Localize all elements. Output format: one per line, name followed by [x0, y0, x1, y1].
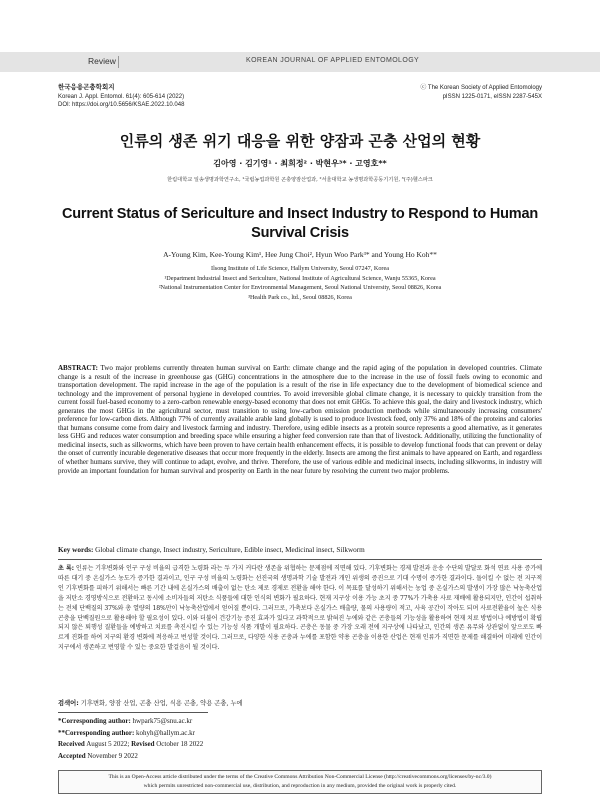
korean-authors: 김아영 · 김기영¹ · 최희정² · 박현우³* · 고영호**: [213, 159, 387, 168]
footnote-divider: [58, 712, 208, 713]
corresponding-author-1: [58, 716, 542, 728]
corr1-label: *Corresponding author:: [58, 717, 131, 725]
correspondence-block: [58, 716, 542, 762]
dates-line: [58, 739, 542, 751]
accepted-line: [58, 751, 542, 763]
keywords-text: Global climate change, Insect industry, Sericulture, Edible insect, Medicinal insect, Silkworm: [95, 546, 365, 554]
korean-title: 인류의 생존 위기 대응을 위한 양잠과 곤충 산업의 현황: [119, 132, 481, 150]
corr2-email[interactable]: kohyh@hallym.ac.kr: [136, 728, 195, 737]
citation: Korean J. Appl. Entomol. 61(4): 605-614 (2022): [58, 93, 185, 100]
english-affiliations: [0, 264, 600, 302]
license-line-1: This is an Open-Access article distributed under the terms of the Creative Commons Attribution Non-Commercial License (http://creativecommons.org/licenses/by-nc/3.0): [108, 774, 492, 780]
affiliation-line: Ilsong Institute of Life Science, Hallym University, Seoul 07247, Korea: [211, 265, 389, 272]
accepted-date: November 9 2022: [87, 751, 138, 760]
revised-date: October 18 2022: [156, 740, 204, 748]
section-label: Review: [88, 56, 116, 66]
affiliation-line: ²National Instrumentation Center for Environmental Management, Seoul National University, Seoul 08826, Korea: [158, 284, 442, 292]
english-keywords: [58, 546, 542, 554]
header-divider: [118, 56, 119, 68]
citation-block: [58, 84, 184, 110]
journal-name: KOREAN JOURNAL OF APPLIED ENTOMOLOGY: [246, 57, 420, 64]
english-abstract: [58, 364, 542, 475]
doi-link[interactable]: DOI: https://doi.org/10.5656/KSAE.2022.10.048: [58, 102, 185, 108]
keywords-label: Key words:: [58, 546, 94, 554]
corr2-label: **Corresponding author:: [58, 728, 135, 737]
copyright-block: [420, 84, 542, 101]
copyright: ⓒ The Korean Society of Applied Entomology: [420, 85, 542, 91]
korean-abstract: [58, 564, 542, 653]
abstract-text: Two major problems currently threaten human survival on Earth: climate change and the rapid aging of the population in developed countries. Climate change is a result of the increase in greenhouse gas (GHG) concentrations in the atmosphere due to the increase in the use of fossil fuels owing to economic and transportation development. The rapid increase in the age of the population is a result of the rise in life expectancy due to the development of biomedical science and technology and the improvement of personal hygiene in developed countries. To avoid irreversible global climate change, it is necessary to quickly transition from the current fossil fuel-based economy to a zero-carbon renewable energy-based economy that does not emit GHGs. To achieve this goal, the dairy and livestock industry, which generates the most GHGs in the agricultural sector, must transition to using low-carbon emission production methods while simultaneously increasing consumers' preference for low-carbon diets. Although 77% of currently available arable land globally is used to produce livestock feed, only 37% and 18% of the proteins and calories that humans consume come from dairy and livestock farming and industry. Therefore, using edible insects as a protein source represents a good alternative, as it generates less GHG and reduces water consumption and breeding space while ensuring a higher feed conversion rate than that of livestock. Additionally, utilizing the functionality of medicinal insects, such as silkworms, which have been proven to have certain health enhancement effects, it is possible to develop functional foods that can prevent or delay the onset of currently incurable degenerative diseases that occur more frequently in the elderly. Insects are among the first animals to have appeared on Earth, and regardless of whether humans survive, they will continue to adapt, evolve, and thrive. Therefore, the use of various edible and medicinal insects, including silkworms, in industry will provide an important foundation for human survival and prosperity on Earth in the near future by resolving the current two major problems.: [58, 364, 543, 475]
english-title: Current Status of Sericulture and Insect Industry to Respond to Human Survival Crisis: [61, 206, 539, 241]
corresponding-author-2: [58, 728, 542, 740]
issn: pISSN 1225-0171, eISSN 2287-545X: [442, 93, 542, 100]
journal-header-bar: [0, 52, 600, 72]
korean-affiliations: 한림대학교 일송생명과학연구소, ¹국립농업과학원 곤충양잠산업과, ²서울대학교 농생명과학공동기기원, ³(주)헬스파크: [167, 177, 433, 183]
korean-keywords: [58, 698, 542, 707]
affiliation-line: ¹Department Industrial Insect and Sericulture, National Institute of Agricultural Science, Wanju 55365, Korea: [164, 274, 436, 282]
license-box: [58, 770, 542, 794]
accepted-label: Accepted: [58, 751, 86, 760]
abstract-label: ABSTRACT:: [58, 364, 98, 372]
korean-keywords-text: 기후변화, 양잠 산업, 곤충 산업, 식용 곤충, 약용 곤충, 누에: [80, 700, 243, 707]
korean-journal-name: 한국응용곤충학회지: [58, 84, 115, 91]
received-label: Received: [58, 740, 85, 748]
korean-keywords-label: 검색어:: [58, 700, 79, 707]
affiliation-line: ³Health Park co., ltd., Seoul 08826, Korea: [248, 293, 352, 301]
section-divider: [58, 559, 542, 560]
korean-abstract-label: 초 록:: [58, 565, 74, 572]
korean-abstract-text: 인류는 기후변화와 인구 구성 비율의 급격한 노령화 라는 두 가지 커다란 생존을 위협하는 문제점에 직면해 있다. 기후변화는 경제 발전과 운송 수단의 발달로 화석 연료 사용 증가에 따른 대기 중 온실가스 농도가 증가한 결과이고, 인구 구성 비율의 노령화는 선진국의 생명과학 기술 발전과 개인 위생의 증진으로 기대 수명이 증가한 결과이다. 돌이킬 수 없는 전 지구적인 기후변화를 피하기 위해서는 빠른 기간 내에 온실가스의 배출이 없는 탄소 제로 경제로 전환을 해야 한다. 이 목표를 달성하기 위해서는 농업 중 온실가스의 발생이 가장 많은 낙농축산업을 저탄소 경영방식으로 전환하고 동시에 소비자들의 저탄소 식품들에 대한 인식의 변화가 필요하다. 현재 지구상 이용 가능 초지 중 77%가 가축용 사료 재배에 활용되지만, 인간이 섭취하는 전체 단백질의 37%와 총 열량의 18%만이 낙농축산업에서 얻어질 뿐이다. 그러므로, 가축보다 온실가스 배출량, 물의 사용량이 적고, 사육 공간이 작아도 되며 사료전환율이 높은 식용 곤충을 단백질원으로 활용해야 할 필요성이 있다. 이와 더불어 건강기능 증진 효과가 있다고 과학적으로 밝혀진 누에와 같은 곤충들의 기능성을 활용하여 현재 치료 방법이나 예방법이 확립되지 않은 퇴행성 질환들을 예방하고 치료를 촉진시킬 수 있는 기능성 식품 개발이 필요하다. 곤충은 동물 중 가장 오래 전에 지구상에 나타났고, 인간의 생존 유무와 상관없이 앞으로도 빠르게 진화를 하여 지구의 환경 변화에 적응하고 번성할 것이다. 그러므로, 다양한 식용 곤충과 누에를 포함한 약용 곤충을 이용한 산업은 현재 인류가 직면한 문제를 해결하여 미래에 인간이 지구에서 생존하고 번영할 수 있는 중요한 발걸음이 될 것이다.: [58, 565, 542, 652]
english-authors: A-Young Kim, Kee-Young Kim¹, Hee Jung Choi², Hyun Woo Park³* and Young Ho Koh**: [163, 250, 437, 259]
revised-label: Revised: [131, 740, 155, 748]
corr1-email[interactable]: hwpark75@snu.ac.kr: [132, 717, 193, 725]
received-date: August 5 2022;: [86, 740, 130, 748]
license-line-2: which permits unrestricted non-commercial use, distribution, and reproduction in any medium, provided the original work is properly cited.: [143, 783, 457, 789]
